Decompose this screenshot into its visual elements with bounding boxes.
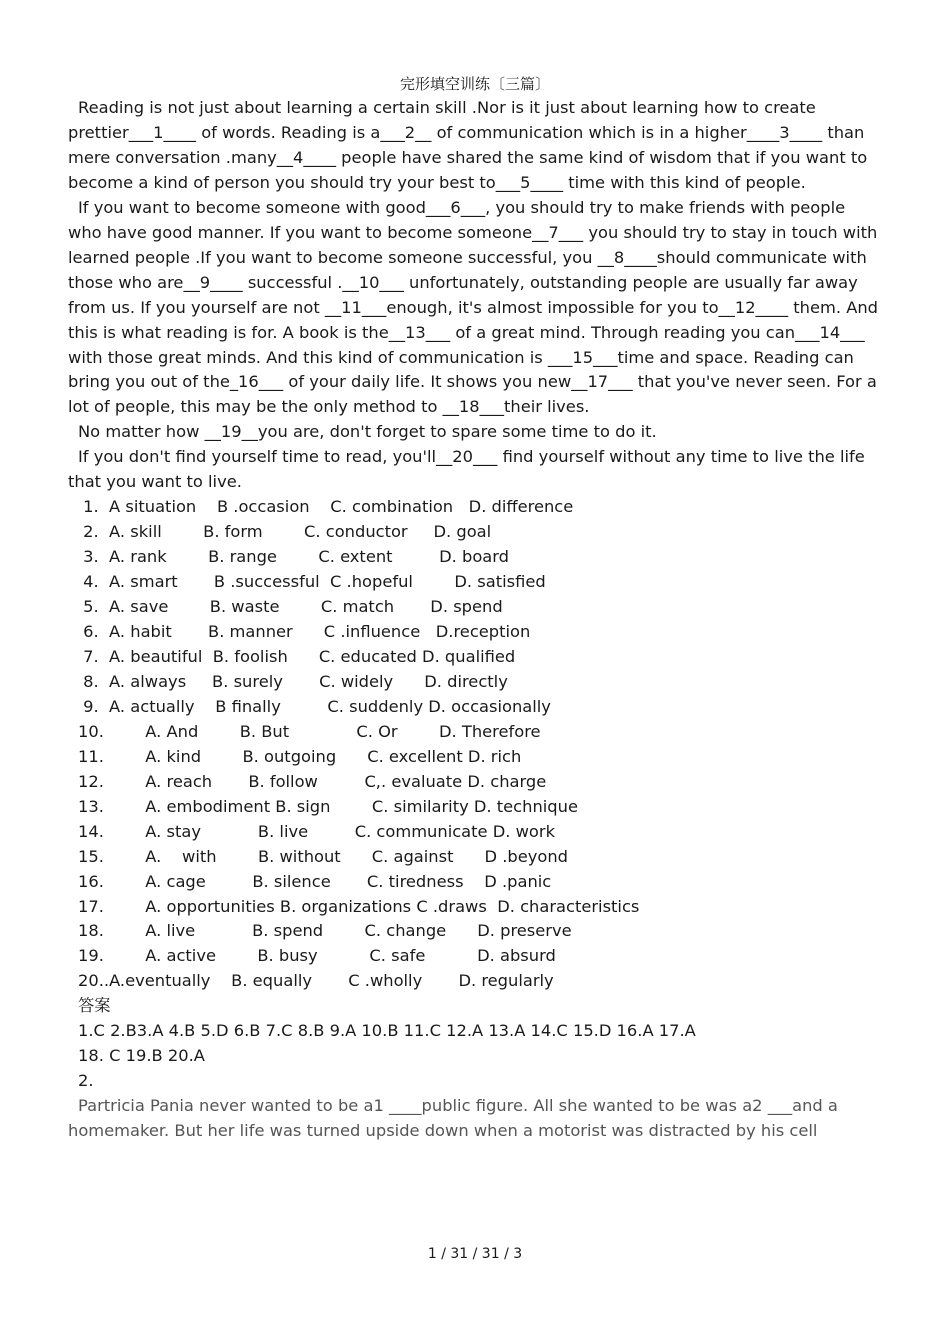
options-list xyxy=(68,495,880,994)
option-line: 19. A. active B. busy C. safe D. absurd xyxy=(78,946,556,966)
section-2-number: 2. xyxy=(78,1071,94,1091)
page-footer: 1 / 31 / 31 / 3 xyxy=(427,1246,523,1262)
option-line: 12. A. reach B. follow C,. evaluate D. charge xyxy=(78,771,547,791)
section-2-paragraph: Partricia Pania never wanted to be a1 ____public figure. All she wanted to be was a2 ___and a homemaker. But her life was turned upside down when a motorist was distracted by his cell xyxy=(68,1096,838,1141)
option-line: 13. A. embodiment B. sign C. similarity D. technique xyxy=(78,796,578,816)
passage-paragraph-2: If you want to become someone with good___6___, you should try to make friends with people who have good manner. If you want to become someone__7___ you should try to stay in touch with learned people .If you want to become someone successful, you __8____should communicate with those who are__9____ successful .__10___ unfortunately, outstanding people are usually far away from us. If you yourself are not __11___enough, it's almost impossible for you to__12____ them. And this is what reading is for. A book is the__13___ of a great mind. Through reading you can___14___ with those great minds. And this kind of communication is ___15___time and space. Reading can bring you out of the_16___ of your daily life. It shows you new__17___ that you've never seen. For a lot of people, this may be the only method to __18___their lives. xyxy=(68,197,879,417)
option-line: 20..A.eventually B. equally C .wholly D. regularly xyxy=(78,971,554,991)
option-line: 9. A. actually B finally C. suddenly D. occasionally xyxy=(78,696,551,716)
document-title: 完形填空训练〔三篇〕 xyxy=(399,75,550,93)
option-line: 2. A. skill B. form C. conductor D. goal xyxy=(78,522,492,542)
document-body xyxy=(68,96,880,1144)
passage-paragraph-4: If you don't find yourself time to read, you'll__20___ find yourself without any time to live the life that you want to live. xyxy=(68,447,865,492)
option-line: 5. A. save B. waste C. match D. spend xyxy=(78,597,503,617)
option-line: 10. A. And B. But C. Or D. Therefore xyxy=(78,721,541,741)
option-line: 6. A. habit B. manner C .influence D.reception xyxy=(78,622,531,642)
passage-paragraph-1: Reading is not just about learning a certain skill .Nor is it just about learning how to create prettier___1____ of words. Reading is a___2__ of communication which is in a higher____3____ than mere conversation .many__4____ people have shared the same kind of wisdom that if you want to become a kind of person you should try your best to___5____ time with this kind of people. xyxy=(68,98,868,192)
option-line: 17. A. opportunities B. organizations C .draws D. characteristics xyxy=(78,896,640,916)
option-line: 16. A. cage B. silence C. tiredness D .panic xyxy=(78,871,552,891)
option-line: 14. A. stay B. live C. communicate D. work xyxy=(78,821,556,841)
answer-line: 18. C 19.B 20.A xyxy=(78,1046,205,1066)
option-line: 4. A. smart B .successful C .hopeful D. satisfied xyxy=(78,572,546,592)
option-line: 11. A. kind B. outgoing C. excellent D. rich xyxy=(78,746,522,766)
option-line: 8. A. always B. surely C. widely D. directly xyxy=(78,671,508,691)
option-line: 7. A. beautiful B. foolish C. educated D. qualified xyxy=(78,646,516,666)
option-line: 15. A. with B. without C. against D .beyond xyxy=(78,846,569,866)
answer-heading: 答案 xyxy=(78,996,111,1016)
passage-paragraph-3: No matter how __19__you are, don't forget to spare some time to do it. xyxy=(78,422,657,442)
option-line: 3. A. rank B. range C. extent D. board xyxy=(78,547,510,567)
answer-line: 1.C 2.B3.A 4.B 5.D 6.B 7.C 8.B 9.A 10.B 11.C 12.A 13.A 14.C 15.D 16.A 17.A xyxy=(78,1021,696,1041)
option-line: 1. A situation B .occasion C. combination D. difference xyxy=(78,497,574,517)
option-line: 18. A. live B. spend C. change D. preserve xyxy=(78,921,572,941)
